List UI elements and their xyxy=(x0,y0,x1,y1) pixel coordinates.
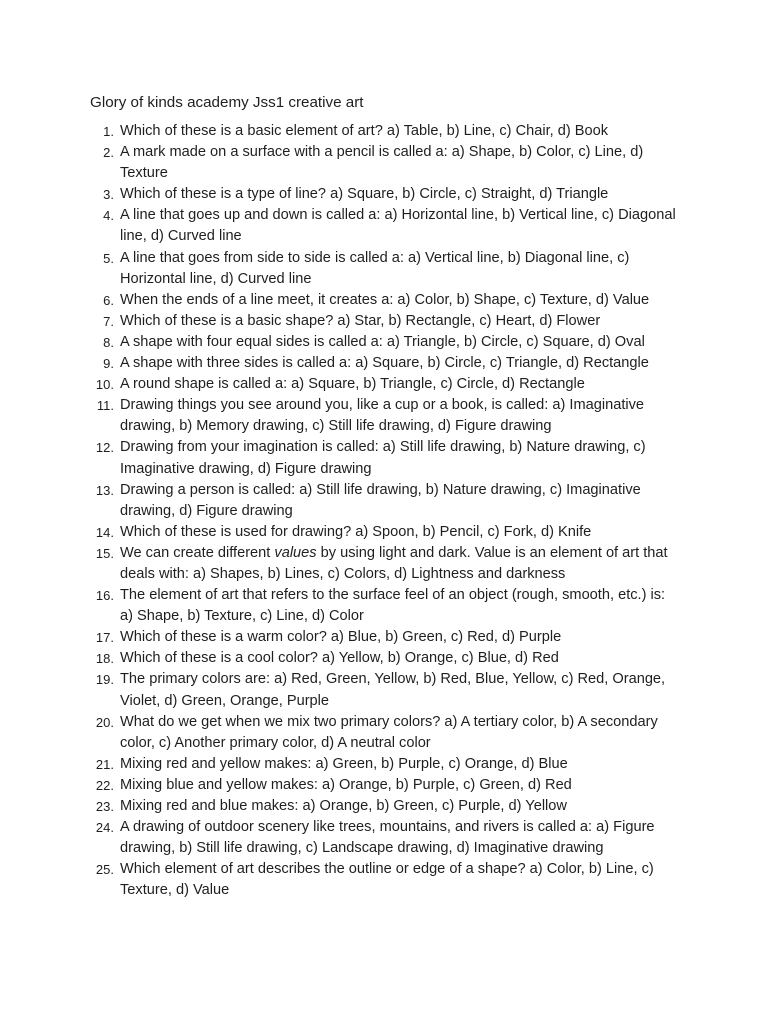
question-number: 20. xyxy=(95,714,114,730)
question-item xyxy=(90,627,680,648)
document-title: Glory of kinds academy Jss1 creative art xyxy=(90,94,364,111)
question-item xyxy=(90,543,680,585)
emphasized-term: values xyxy=(274,544,317,561)
question-item xyxy=(90,142,680,184)
question-number: 13. xyxy=(95,482,114,498)
question-text: Which of these is used for drawing? a) Spoon, b) Pencil, c) Fork, d) Knife xyxy=(120,523,592,540)
question-item xyxy=(90,754,680,775)
question-text: A shape with four equal sides is called a: a) Triangle, b) Circle, c) Square, d) Oval xyxy=(120,333,645,350)
question-text: The element of art that refers to the surface feel of an object (rough, smooth, etc.) is: a) Shape, b) Texture, c) Line, d) Color xyxy=(120,587,666,625)
question-item xyxy=(90,353,680,374)
question-item xyxy=(90,480,680,522)
question-text: Drawing from your imagination is called: a) Still life drawing, b) Nature drawing, c) Imaginative drawing, d) Figure drawing xyxy=(120,439,646,477)
question-text: Which of these is a cool color? a) Yellow, b) Orange, c) Blue, d) Red xyxy=(120,650,559,667)
question-item xyxy=(90,374,680,395)
question-text: Drawing a person is called: a) Still life drawing, b) Nature drawing, c) Imaginative drawing, d) Figure drawing xyxy=(120,481,641,519)
question-number: 3. xyxy=(103,187,114,203)
question-item xyxy=(90,332,680,353)
question-item xyxy=(90,121,680,142)
question-item xyxy=(90,184,680,205)
question-item xyxy=(90,522,680,543)
question-number: 24. xyxy=(95,820,114,836)
question-item xyxy=(90,395,680,437)
question-item xyxy=(90,437,680,479)
question-text: Drawing things you see around you, like a cup or a book, is called: a) Imaginative drawing, b) Memory drawing, c) Still life drawing, d) Figure drawing xyxy=(120,397,645,435)
question-number: 18. xyxy=(95,651,114,667)
question-item xyxy=(90,775,680,796)
question-text: When the ends of a line meet, it creates a: a) Color, b) Shape, c) Texture, d) Value xyxy=(120,291,650,308)
question-text: Mixing blue and yellow makes: a) Orange, b) Purple, c) Green, d) Red xyxy=(120,776,572,793)
question-text-part: We can create different xyxy=(120,544,275,561)
question-number: 1. xyxy=(103,124,114,139)
question-number: 19. xyxy=(95,672,114,688)
question-list xyxy=(90,121,708,901)
question-item xyxy=(90,669,680,711)
question-number: 23. xyxy=(95,799,114,814)
question-item xyxy=(90,248,680,290)
question-number: 2. xyxy=(103,145,114,161)
question-number: 7. xyxy=(103,313,114,329)
question-number: 9. xyxy=(103,356,114,372)
question-item xyxy=(90,859,680,901)
question-number: 17. xyxy=(95,630,114,646)
question-text: A line that goes up and down is called a: a) Horizontal line, b) Vertical line, c) Diagonal line, d) Curved line xyxy=(120,207,676,245)
question-text: What do we get when we mix two primary colors? a) A tertiary color, b) A secondary color, c) Another primary color, d) A neutral color xyxy=(120,713,658,751)
question-item xyxy=(90,817,680,859)
question-text: Which of these is a basic shape? a) Star, b) Rectangle, c) Heart, d) Flower xyxy=(120,312,601,329)
question-text: A mark made on a surface with a pencil is called a: a) Shape, b) Color, c) Line, d) Texture xyxy=(120,144,644,182)
question-number: 6. xyxy=(103,292,114,308)
question-text xyxy=(120,545,668,582)
question-text: A line that goes from side to side is called a: a) Vertical line, b) Diagonal line, c) Horizontal line, d) Curved line xyxy=(120,249,630,287)
question-item xyxy=(90,205,680,247)
question-item xyxy=(90,290,680,311)
question-text: Mixing red and blue makes: a) Orange, b) Green, c) Purple, d) Yellow xyxy=(120,798,567,814)
question-text: A round shape is called a: a) Square, b) Triangle, c) Circle, d) Rectangle xyxy=(120,376,585,393)
question-text: Mixing red and yellow makes: a) Green, b) Purple, c) Orange, d) Blue xyxy=(120,755,568,772)
question-item xyxy=(90,648,680,669)
question-item xyxy=(90,796,680,817)
question-item xyxy=(90,311,680,332)
question-text: Which of these is a basic element of art? a) Table, b) Line, c) Chair, d) Book xyxy=(120,123,609,139)
question-number: 16. xyxy=(95,588,114,604)
question-text: A shape with three sides is called a: a) Square, b) Circle, c) Triangle, d) Rectangle xyxy=(120,355,649,372)
question-number: 22. xyxy=(95,777,114,793)
question-item xyxy=(90,585,680,627)
question-text: Which of these is a type of line? a) Square, b) Circle, c) Straight, d) Triangle xyxy=(120,186,609,203)
question-number: 11. xyxy=(96,398,114,414)
question-number: 14. xyxy=(95,524,114,540)
question-text: The primary colors are: a) Red, Green, Yellow, b) Red, Blue, Yellow, c) Red, Orange, Violet, d) Green, Orange, Purple xyxy=(120,671,666,709)
question-number: 12. xyxy=(95,440,114,456)
question-number: 5. xyxy=(103,250,114,266)
question-text: Which element of art describes the outline or edge of a shape? a) Color, b) Line, c) Texture, d) Value xyxy=(120,861,654,899)
question-number: 25. xyxy=(95,862,114,878)
question-text-part: by using light and dark. Value is an element of art that deals with: a) Shapes, b) Lines, c) Colors, d) Lightness and darkness xyxy=(120,544,668,582)
question-number: 21. xyxy=(95,756,114,772)
question-number: 8. xyxy=(103,334,114,350)
question-number: 4. xyxy=(103,208,114,224)
question-number: 15. xyxy=(95,545,114,561)
question-number: 10. xyxy=(95,377,114,393)
question-text: Which of these is a warm color? a) Blue, b) Green, c) Red, d) Purple xyxy=(120,629,562,646)
question-text: A drawing of outdoor scenery like trees, mountains, and rivers is called a: a) Figure drawing, b) Still life drawing, c) Landscape drawing, d) Imaginative drawing xyxy=(120,819,655,857)
question-item xyxy=(90,712,680,754)
